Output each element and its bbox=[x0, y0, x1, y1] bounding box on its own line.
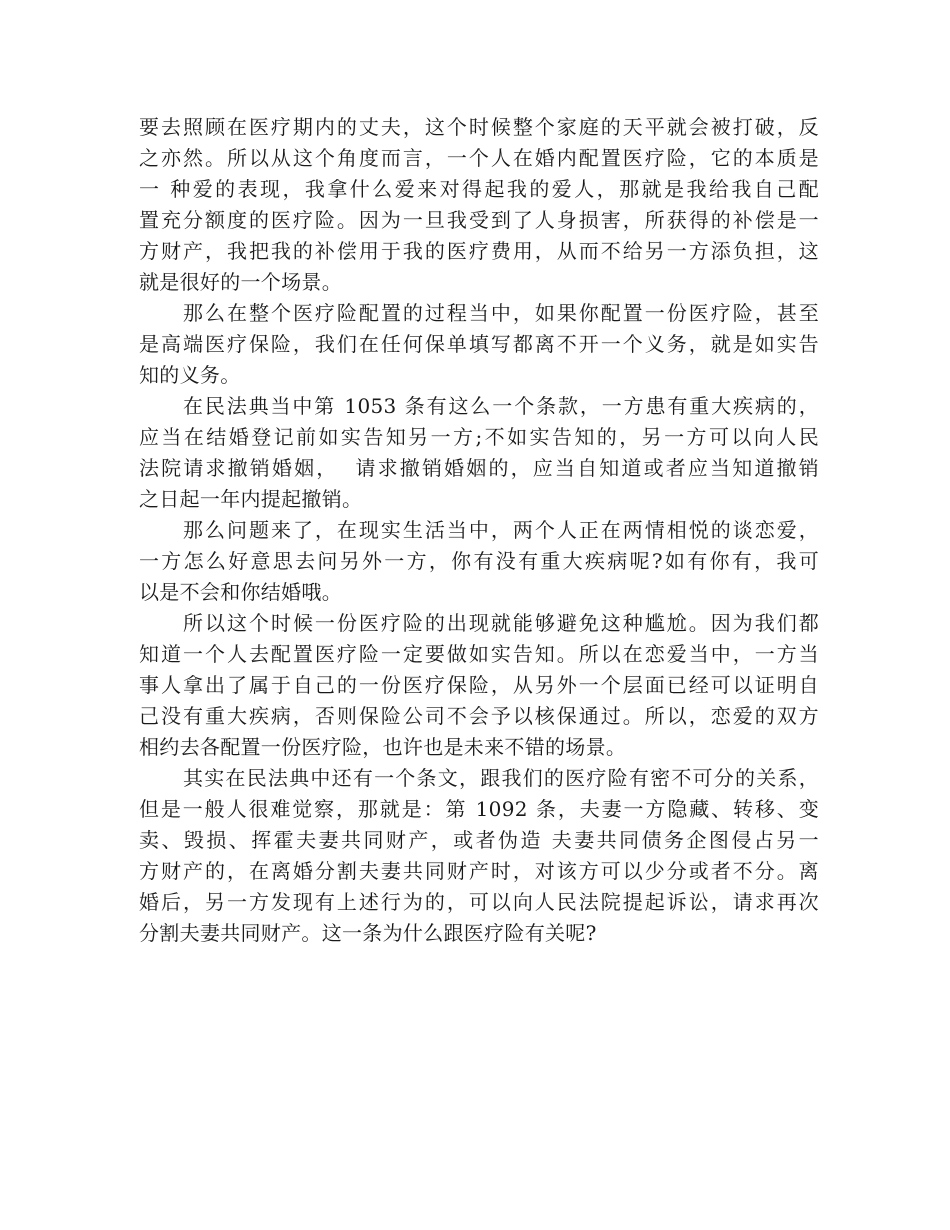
paragraph bbox=[139, 391, 819, 515]
text-line: 应当在结婚登记前如实告知另一方;不如实告知的，另一方可以向人民 bbox=[139, 425, 819, 449]
text-line: 卖、毁损、挥霍夫妻共同财产，或者伪造 夫妻共同债务企图侵占另一 bbox=[139, 828, 819, 852]
text-line: 要去照顾在医疗期内的丈夫，这个时候整个家庭的天平就会被打破，反 bbox=[139, 115, 819, 139]
text-line: 以是不会和你结婚哦。 bbox=[139, 580, 342, 604]
text-line: 一方怎么好意思去问另外一方，你有没有重大疾病呢?如有你有，我可 bbox=[139, 549, 819, 573]
text-line: 那么在整个医疗险配置的过程当中，如果你配置一份医疗险，甚至 bbox=[183, 301, 819, 325]
text-line: 所以这个时候一份医疗险的出现就能够避免这种尴尬。因为我们都 bbox=[183, 611, 819, 635]
text-line: 其实在民法典中还有一个条文，跟我们的医疗险有密不可分的关系， bbox=[183, 766, 819, 790]
text-line: 事人拿出了属于自己的一份医疗保险，从另外一个层面已经可以证明自 bbox=[139, 673, 819, 697]
text-line: 但是一般人很难觉察，那就是：第 1092 条，夫妻一方隐藏、转移、变 bbox=[139, 797, 819, 821]
paragraph bbox=[139, 298, 819, 391]
paragraph bbox=[139, 515, 819, 608]
text-line: 之日起一年内提起撤销。 bbox=[139, 487, 363, 511]
text-line: 一 种爱的表现，我拿什么爱来对得起我的爱人，那就是我给我自己配 bbox=[139, 177, 819, 201]
paragraph bbox=[139, 763, 819, 949]
text-line: 在民法典当中第 1053 条有这么一个条款，一方患有重大疾病的， bbox=[183, 394, 819, 418]
text-line: 法院请求撤销婚姻， 请求撤销婚姻的，应当自知道或者应当知道撤销 bbox=[139, 456, 819, 480]
document-page bbox=[139, 112, 819, 949]
text-line: 知道一个人去配置医疗险一定要做如实告知。所以在恋爱当中，一方当 bbox=[139, 642, 819, 666]
text-line: 己没有重大疾病，否则保险公司不会予以核保通过。所以，恋爱的双方 bbox=[139, 704, 819, 728]
text-line: 置充分额度的医疗险。因为一旦我受到了人身损害，所获得的补偿是一 bbox=[139, 208, 819, 232]
text-line: 知的义务。 bbox=[139, 363, 241, 387]
text-line: 是高端医疗保险，我们在任何保单填写都离不开一个义务，就是如实告 bbox=[139, 332, 819, 356]
paragraph bbox=[139, 608, 819, 763]
text-line: 相约去各配置一份医疗险，也许也是未来不错的场景。 bbox=[139, 735, 627, 759]
text-line: 之亦然。所以从这个角度而言，一个人在婚内配置医疗险，它的本质是 bbox=[139, 146, 819, 170]
text-line: 方财产，我把我的补偿用于我的医疗费用，从而不给另一方添负担，这 bbox=[139, 239, 819, 263]
text-line: 那么问题来了，在现实生活当中，两个人正在两情相悦的谈恋爱， bbox=[183, 518, 819, 542]
text-line: 就是很好的一个场景。 bbox=[139, 270, 342, 294]
paragraph bbox=[139, 112, 819, 298]
text-line: 婚后，另一方发现有上述行为的，可以向人民法院提起诉讼，请求再次 bbox=[139, 890, 819, 914]
text-line: 分割夫妻共同财产。这一条为什么跟医疗险有关呢? bbox=[139, 921, 597, 945]
text-line: 方财产的，在离婚分割夫妻共同财产时，对该方可以少分或者不分。离 bbox=[139, 859, 819, 883]
